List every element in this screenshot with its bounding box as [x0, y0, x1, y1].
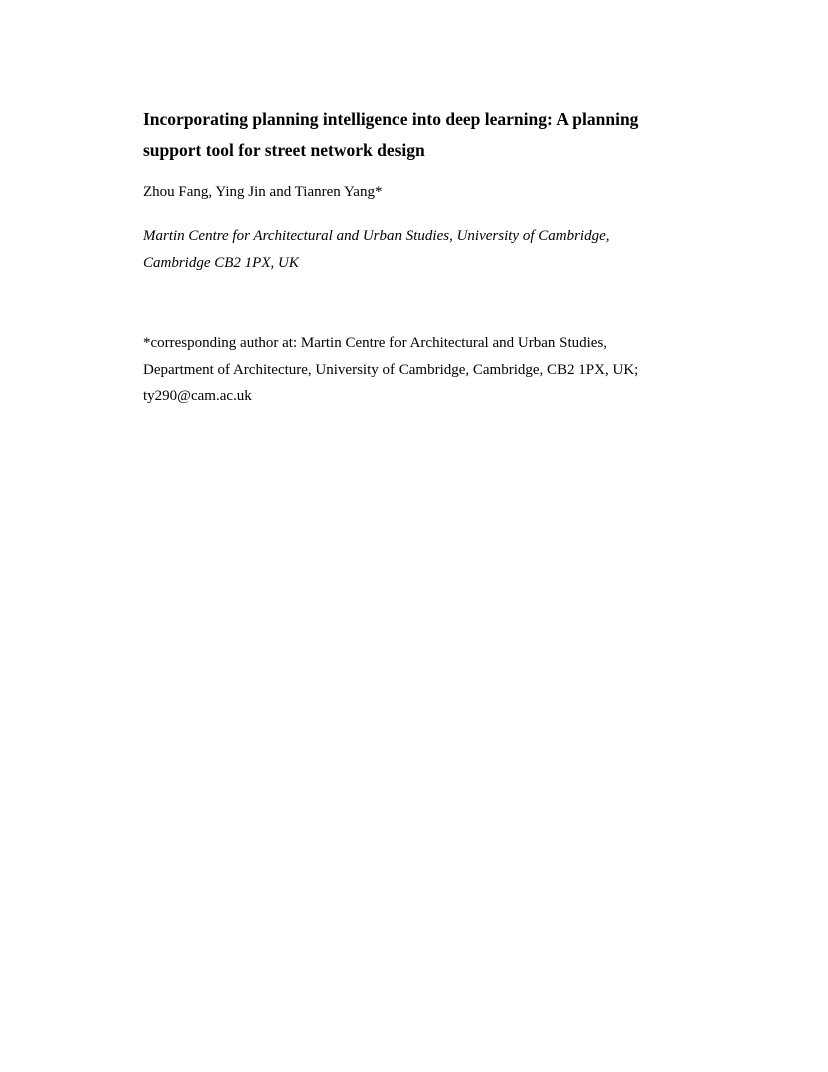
paper-title — [143, 104, 683, 166]
affiliation-line: Cambridge CB2 1PX, UK — [143, 255, 299, 271]
corresponding-author-note — [143, 330, 638, 410]
corresponding-email: ty290@cam.ac.uk — [143, 388, 252, 404]
author-affiliation — [143, 223, 610, 277]
paper-title-line: support tool for street network design — [143, 140, 425, 160]
paper-title-line: Incorporating planning intelligence into deep learning: A planning — [143, 109, 639, 129]
author-list: Zhou Fang, Ying Jin and Tianren Yang* — [143, 184, 383, 200]
correspondence-line: Department of Architecture, University of Cambridge, Cambridge, CB2 1PX, UK; — [143, 361, 639, 378]
correspondence-line: *corresponding author at: Martin Centre for Architectural and Urban Studies, — [143, 335, 608, 351]
affiliation-line: Martin Centre for Architectural and Urban Studies, University of Cambridge, — [143, 228, 610, 244]
